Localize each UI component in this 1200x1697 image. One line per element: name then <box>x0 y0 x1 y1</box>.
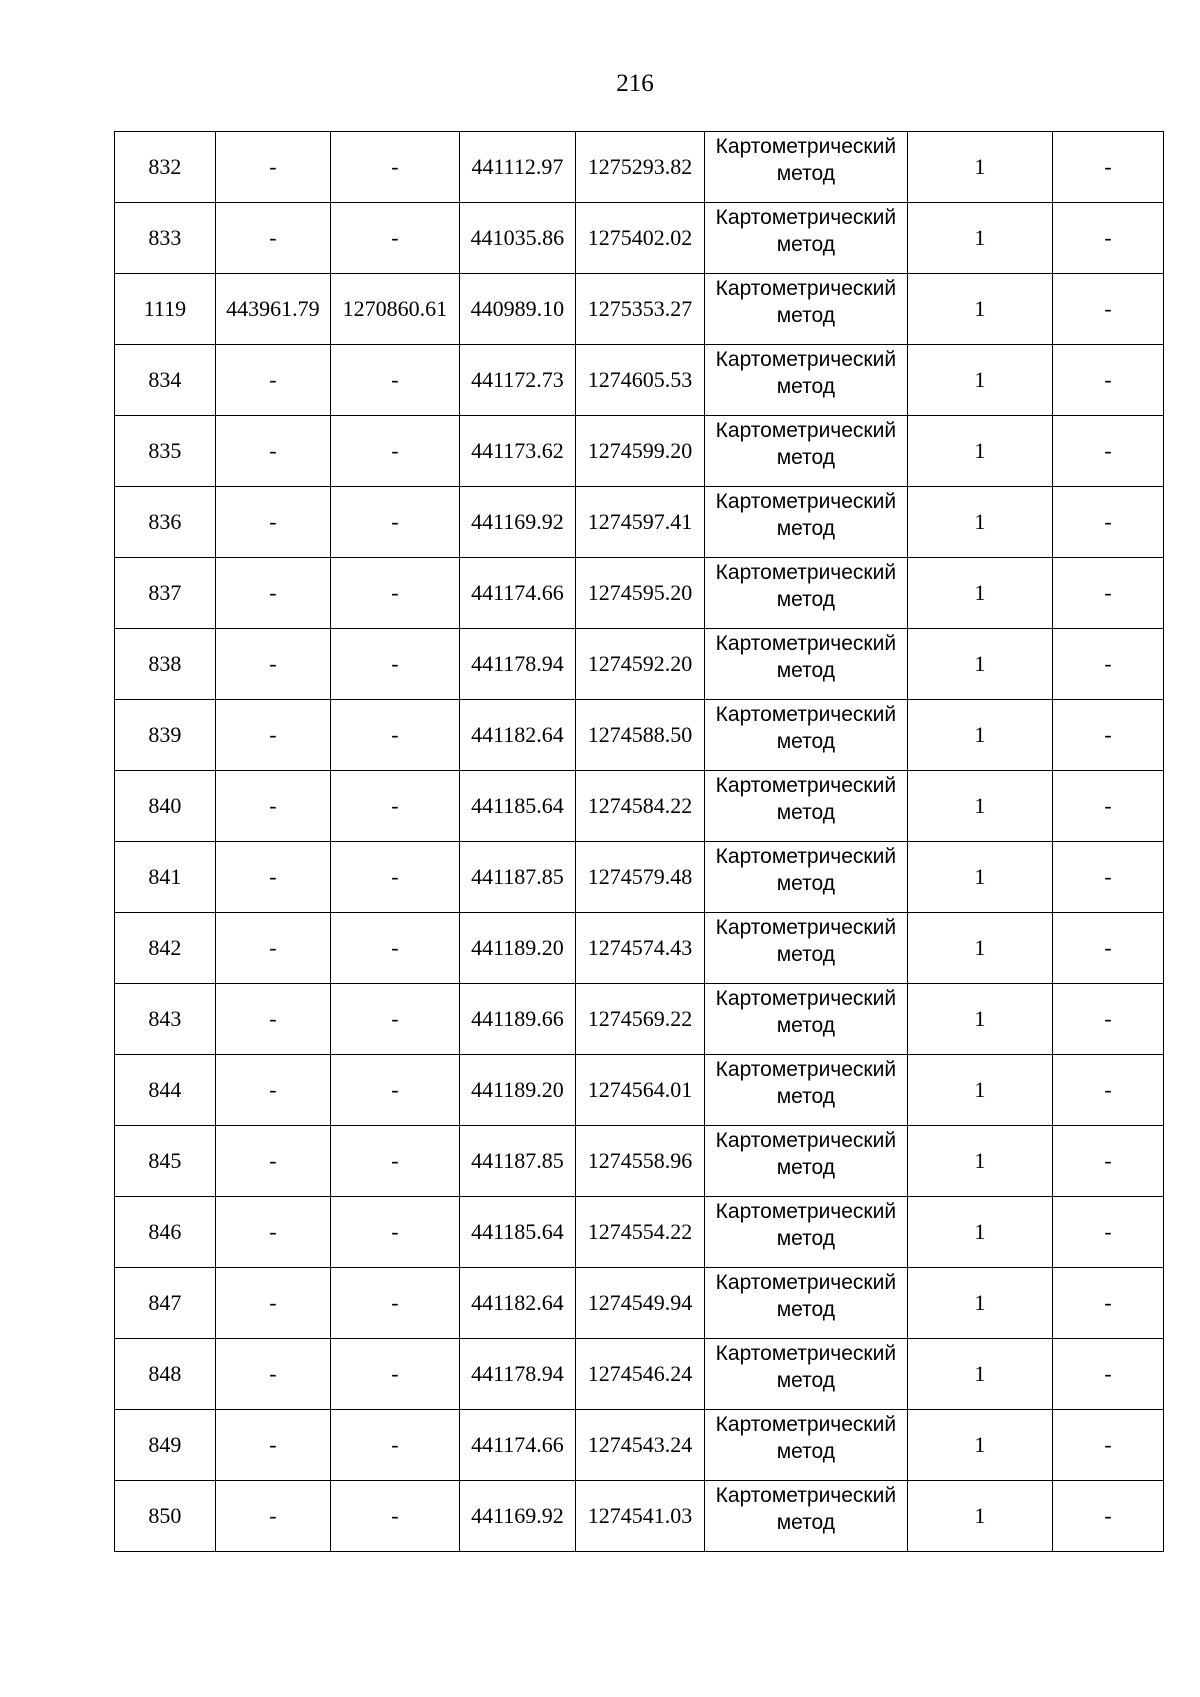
table-row <box>115 1339 1164 1410</box>
old-y-cell: - <box>330 416 459 487</box>
point-id-cell: 847 <box>115 1268 216 1339</box>
old-x-cell: - <box>215 1268 330 1339</box>
table-row <box>115 700 1164 771</box>
table-row <box>115 771 1164 842</box>
accuracy-cell: 1 <box>907 1126 1052 1197</box>
new-x-cell: 441187.85 <box>459 1126 575 1197</box>
point-id-cell: 834 <box>115 345 216 416</box>
table-row <box>115 203 1164 274</box>
new-x-cell: 441174.66 <box>459 1410 575 1481</box>
method-line-1: Картометрический <box>715 1129 897 1152</box>
note-cell: - <box>1052 771 1163 842</box>
new-y-cell: 1274549.94 <box>575 1268 704 1339</box>
new-x-cell: 441178.94 <box>459 629 575 700</box>
old-y-cell: - <box>330 1268 459 1339</box>
method-line-2: метод <box>776 1156 836 1179</box>
new-x-cell: 441182.64 <box>459 1268 575 1339</box>
old-y-cell: 1270860.61 <box>330 274 459 345</box>
method-line-2: метод <box>776 1511 836 1534</box>
accuracy-cell: 1 <box>907 203 1052 274</box>
new-y-cell: 1275293.82 <box>575 132 704 203</box>
method-line-2: метод <box>776 1440 836 1463</box>
new-y-cell: 1275353.27 <box>575 274 704 345</box>
coordinates-table <box>114 131 1164 1552</box>
new-x-cell: 441189.20 <box>459 1055 575 1126</box>
new-x-cell: 441189.66 <box>459 984 575 1055</box>
point-id-cell: 1119 <box>115 274 216 345</box>
new-x-cell: 441169.92 <box>459 487 575 558</box>
new-y-cell: 1275402.02 <box>575 203 704 274</box>
method-line-2: метод <box>776 872 836 895</box>
new-x-cell: 441187.85 <box>459 842 575 913</box>
method-line-1: Картометрический <box>715 703 897 726</box>
new-x-cell: 440989.10 <box>459 274 575 345</box>
method-cell <box>705 1126 908 1197</box>
new-x-cell: 441174.66 <box>459 558 575 629</box>
method-cell <box>705 1055 908 1126</box>
method-line-2: метод <box>776 1014 836 1037</box>
new-x-cell: 441172.73 <box>459 345 575 416</box>
old-x-cell: - <box>215 132 330 203</box>
new-x-cell: 441169.92 <box>459 1481 575 1552</box>
old-x-cell: - <box>215 1339 330 1410</box>
old-x-cell: - <box>215 203 330 274</box>
point-id-cell: 849 <box>115 1410 216 1481</box>
table-row <box>115 1197 1164 1268</box>
accuracy-cell: 1 <box>907 1481 1052 1552</box>
accuracy-cell: 1 <box>907 913 1052 984</box>
point-id-cell: 839 <box>115 700 216 771</box>
old-y-cell: - <box>330 558 459 629</box>
method-line-2: метод <box>776 588 836 611</box>
old-x-cell: - <box>215 1410 330 1481</box>
new-x-cell: 441185.64 <box>459 771 575 842</box>
method-line-2: метод <box>776 1298 836 1321</box>
new-y-cell: 1274543.24 <box>575 1410 704 1481</box>
table-body <box>115 132 1164 1552</box>
old-x-cell: - <box>215 416 330 487</box>
old-x-cell: - <box>215 487 330 558</box>
note-cell: - <box>1052 842 1163 913</box>
old-y-cell: - <box>330 1481 459 1552</box>
method-line-2: метод <box>776 446 836 469</box>
note-cell: - <box>1052 1055 1163 1126</box>
new-y-cell: 1274574.43 <box>575 913 704 984</box>
table-row <box>115 1126 1164 1197</box>
method-line-1: Картометрический <box>715 1413 897 1436</box>
accuracy-cell: 1 <box>907 416 1052 487</box>
method-line-1: Картометрический <box>715 1058 897 1081</box>
accuracy-cell: 1 <box>907 487 1052 558</box>
table-row <box>115 132 1164 203</box>
new-y-cell: 1274599.20 <box>575 416 704 487</box>
table-row <box>115 1410 1164 1481</box>
method-cell <box>705 1481 908 1552</box>
point-id-cell: 842 <box>115 913 216 984</box>
old-x-cell: - <box>215 1197 330 1268</box>
method-line-1: Картометрический <box>715 561 897 584</box>
method-cell <box>705 274 908 345</box>
point-id-cell: 848 <box>115 1339 216 1410</box>
old-x-cell: - <box>215 629 330 700</box>
accuracy-cell: 1 <box>907 984 1052 1055</box>
table-row <box>115 1055 1164 1126</box>
method-line-2: метод <box>776 730 836 753</box>
note-cell: - <box>1052 629 1163 700</box>
old-y-cell: - <box>330 1410 459 1481</box>
note-cell: - <box>1052 1197 1163 1268</box>
method-line-1: Картометрический <box>715 206 897 229</box>
accuracy-cell: 1 <box>907 700 1052 771</box>
table-row <box>115 558 1164 629</box>
point-id-cell: 836 <box>115 487 216 558</box>
old-y-cell: - <box>330 842 459 913</box>
method-line-1: Картометрический <box>715 1200 897 1223</box>
method-line-1: Картометрический <box>715 348 897 371</box>
method-line-2: метод <box>776 943 836 966</box>
method-line-1: Картометрический <box>715 1271 897 1294</box>
old-y-cell: - <box>330 700 459 771</box>
method-line-2: метод <box>776 375 836 398</box>
method-line-2: метод <box>776 233 836 256</box>
note-cell: - <box>1052 700 1163 771</box>
old-x-cell: - <box>215 1481 330 1552</box>
method-cell <box>705 1410 908 1481</box>
old-x-cell: - <box>215 700 330 771</box>
accuracy-cell: 1 <box>907 1055 1052 1126</box>
new-y-cell: 1274546.24 <box>575 1339 704 1410</box>
new-y-cell: 1274579.48 <box>575 842 704 913</box>
method-line-1: Картометрический <box>715 1342 897 1365</box>
new-y-cell: 1274605.53 <box>575 345 704 416</box>
point-id-cell: 845 <box>115 1126 216 1197</box>
method-cell <box>705 629 908 700</box>
point-id-cell: 844 <box>115 1055 216 1126</box>
method-line-2: метод <box>776 162 836 185</box>
table-row <box>115 842 1164 913</box>
new-y-cell: 1274541.03 <box>575 1481 704 1552</box>
new-y-cell: 1274592.20 <box>575 629 704 700</box>
new-x-cell: 441112.97 <box>459 132 575 203</box>
old-x-cell: - <box>215 984 330 1055</box>
table-row <box>115 1268 1164 1339</box>
old-x-cell: - <box>215 771 330 842</box>
point-id-cell: 840 <box>115 771 216 842</box>
method-line-1: Картометрический <box>715 632 897 655</box>
note-cell: - <box>1052 1268 1163 1339</box>
old-x-cell: - <box>215 842 330 913</box>
old-x-cell: - <box>215 1126 330 1197</box>
method-line-2: метод <box>776 1227 836 1250</box>
new-x-cell: 441189.20 <box>459 913 575 984</box>
old-y-cell: - <box>330 203 459 274</box>
note-cell: - <box>1052 1126 1163 1197</box>
new-y-cell: 1274584.22 <box>575 771 704 842</box>
old-y-cell: - <box>330 771 459 842</box>
method-cell <box>705 771 908 842</box>
new-y-cell: 1274564.01 <box>575 1055 704 1126</box>
accuracy-cell: 1 <box>907 132 1052 203</box>
accuracy-cell: 1 <box>907 274 1052 345</box>
old-y-cell: - <box>330 345 459 416</box>
note-cell: - <box>1052 558 1163 629</box>
point-id-cell: 843 <box>115 984 216 1055</box>
note-cell: - <box>1052 416 1163 487</box>
method-cell <box>705 984 908 1055</box>
new-x-cell: 441182.64 <box>459 700 575 771</box>
new-y-cell: 1274569.22 <box>575 984 704 1055</box>
accuracy-cell: 1 <box>907 629 1052 700</box>
new-y-cell: 1274595.20 <box>575 558 704 629</box>
table-row <box>115 629 1164 700</box>
old-x-cell: - <box>215 558 330 629</box>
old-y-cell: - <box>330 132 459 203</box>
method-line-1: Картометрический <box>715 987 897 1010</box>
note-cell: - <box>1052 984 1163 1055</box>
method-cell <box>705 345 908 416</box>
method-line-1: Картометрический <box>715 277 897 300</box>
method-cell <box>705 842 908 913</box>
accuracy-cell: 1 <box>907 1197 1052 1268</box>
accuracy-cell: 1 <box>907 1339 1052 1410</box>
method-line-1: Картометрический <box>715 845 897 868</box>
point-id-cell: 837 <box>115 558 216 629</box>
method-cell <box>705 700 908 771</box>
accuracy-cell: 1 <box>907 771 1052 842</box>
method-cell <box>705 1268 908 1339</box>
note-cell: - <box>1052 345 1163 416</box>
old-x-cell: - <box>215 1055 330 1126</box>
old-y-cell: - <box>330 913 459 984</box>
table-row <box>115 416 1164 487</box>
table-row <box>115 274 1164 345</box>
accuracy-cell: 1 <box>907 1268 1052 1339</box>
note-cell: - <box>1052 132 1163 203</box>
point-id-cell: 833 <box>115 203 216 274</box>
table-row <box>115 1481 1164 1552</box>
accuracy-cell: 1 <box>907 345 1052 416</box>
method-cell <box>705 1197 908 1268</box>
new-x-cell: 441185.64 <box>459 1197 575 1268</box>
new-x-cell: 441173.62 <box>459 416 575 487</box>
point-id-cell: 832 <box>115 132 216 203</box>
old-y-cell: - <box>330 1339 459 1410</box>
method-line-2: метод <box>776 1369 836 1392</box>
new-y-cell: 1274588.50 <box>575 700 704 771</box>
old-x-cell: - <box>215 913 330 984</box>
method-cell <box>705 487 908 558</box>
method-cell <box>705 1339 908 1410</box>
note-cell: - <box>1052 913 1163 984</box>
old-y-cell: - <box>330 487 459 558</box>
method-line-1: Картометрический <box>715 916 897 939</box>
point-id-cell: 841 <box>115 842 216 913</box>
method-line-1: Картометрический <box>715 1484 897 1507</box>
method-cell <box>705 132 908 203</box>
note-cell: - <box>1052 1481 1163 1552</box>
new-x-cell: 441035.86 <box>459 203 575 274</box>
accuracy-cell: 1 <box>907 842 1052 913</box>
point-id-cell: 846 <box>115 1197 216 1268</box>
note-cell: - <box>1052 487 1163 558</box>
method-line-2: метод <box>776 801 836 824</box>
old-y-cell: - <box>330 984 459 1055</box>
note-cell: - <box>1052 203 1163 274</box>
method-line-2: метод <box>776 659 836 682</box>
note-cell: - <box>1052 274 1163 345</box>
accuracy-cell: 1 <box>907 558 1052 629</box>
new-y-cell: 1274554.22 <box>575 1197 704 1268</box>
point-id-cell: 838 <box>115 629 216 700</box>
point-id-cell: 835 <box>115 416 216 487</box>
method-cell <box>705 913 908 984</box>
old-y-cell: - <box>330 1126 459 1197</box>
method-line-2: метод <box>776 1085 836 1108</box>
point-id-cell: 850 <box>115 1481 216 1552</box>
table-row <box>115 984 1164 1055</box>
method-line-1: Картометрический <box>715 490 897 513</box>
method-cell <box>705 416 908 487</box>
method-line-2: метод <box>776 304 836 327</box>
method-line-1: Картометрический <box>715 774 897 797</box>
method-line-1: Картометрический <box>715 135 897 158</box>
old-y-cell: - <box>330 629 459 700</box>
new-y-cell: 1274597.41 <box>575 487 704 558</box>
accuracy-cell: 1 <box>907 1410 1052 1481</box>
old-x-cell: - <box>215 345 330 416</box>
new-x-cell: 441178.94 <box>459 1339 575 1410</box>
method-cell <box>705 203 908 274</box>
table-row <box>115 345 1164 416</box>
table-row <box>115 913 1164 984</box>
method-cell <box>705 558 908 629</box>
method-line-1: Картометрический <box>715 419 897 442</box>
old-y-cell: - <box>330 1055 459 1126</box>
table-row <box>115 487 1164 558</box>
note-cell: - <box>1052 1339 1163 1410</box>
old-y-cell: - <box>330 1197 459 1268</box>
note-cell: - <box>1052 1410 1163 1481</box>
method-line-2: метод <box>776 517 836 540</box>
old-x-cell: 443961.79 <box>215 274 330 345</box>
new-y-cell: 1274558.96 <box>575 1126 704 1197</box>
page-number: 216 <box>616 70 654 97</box>
